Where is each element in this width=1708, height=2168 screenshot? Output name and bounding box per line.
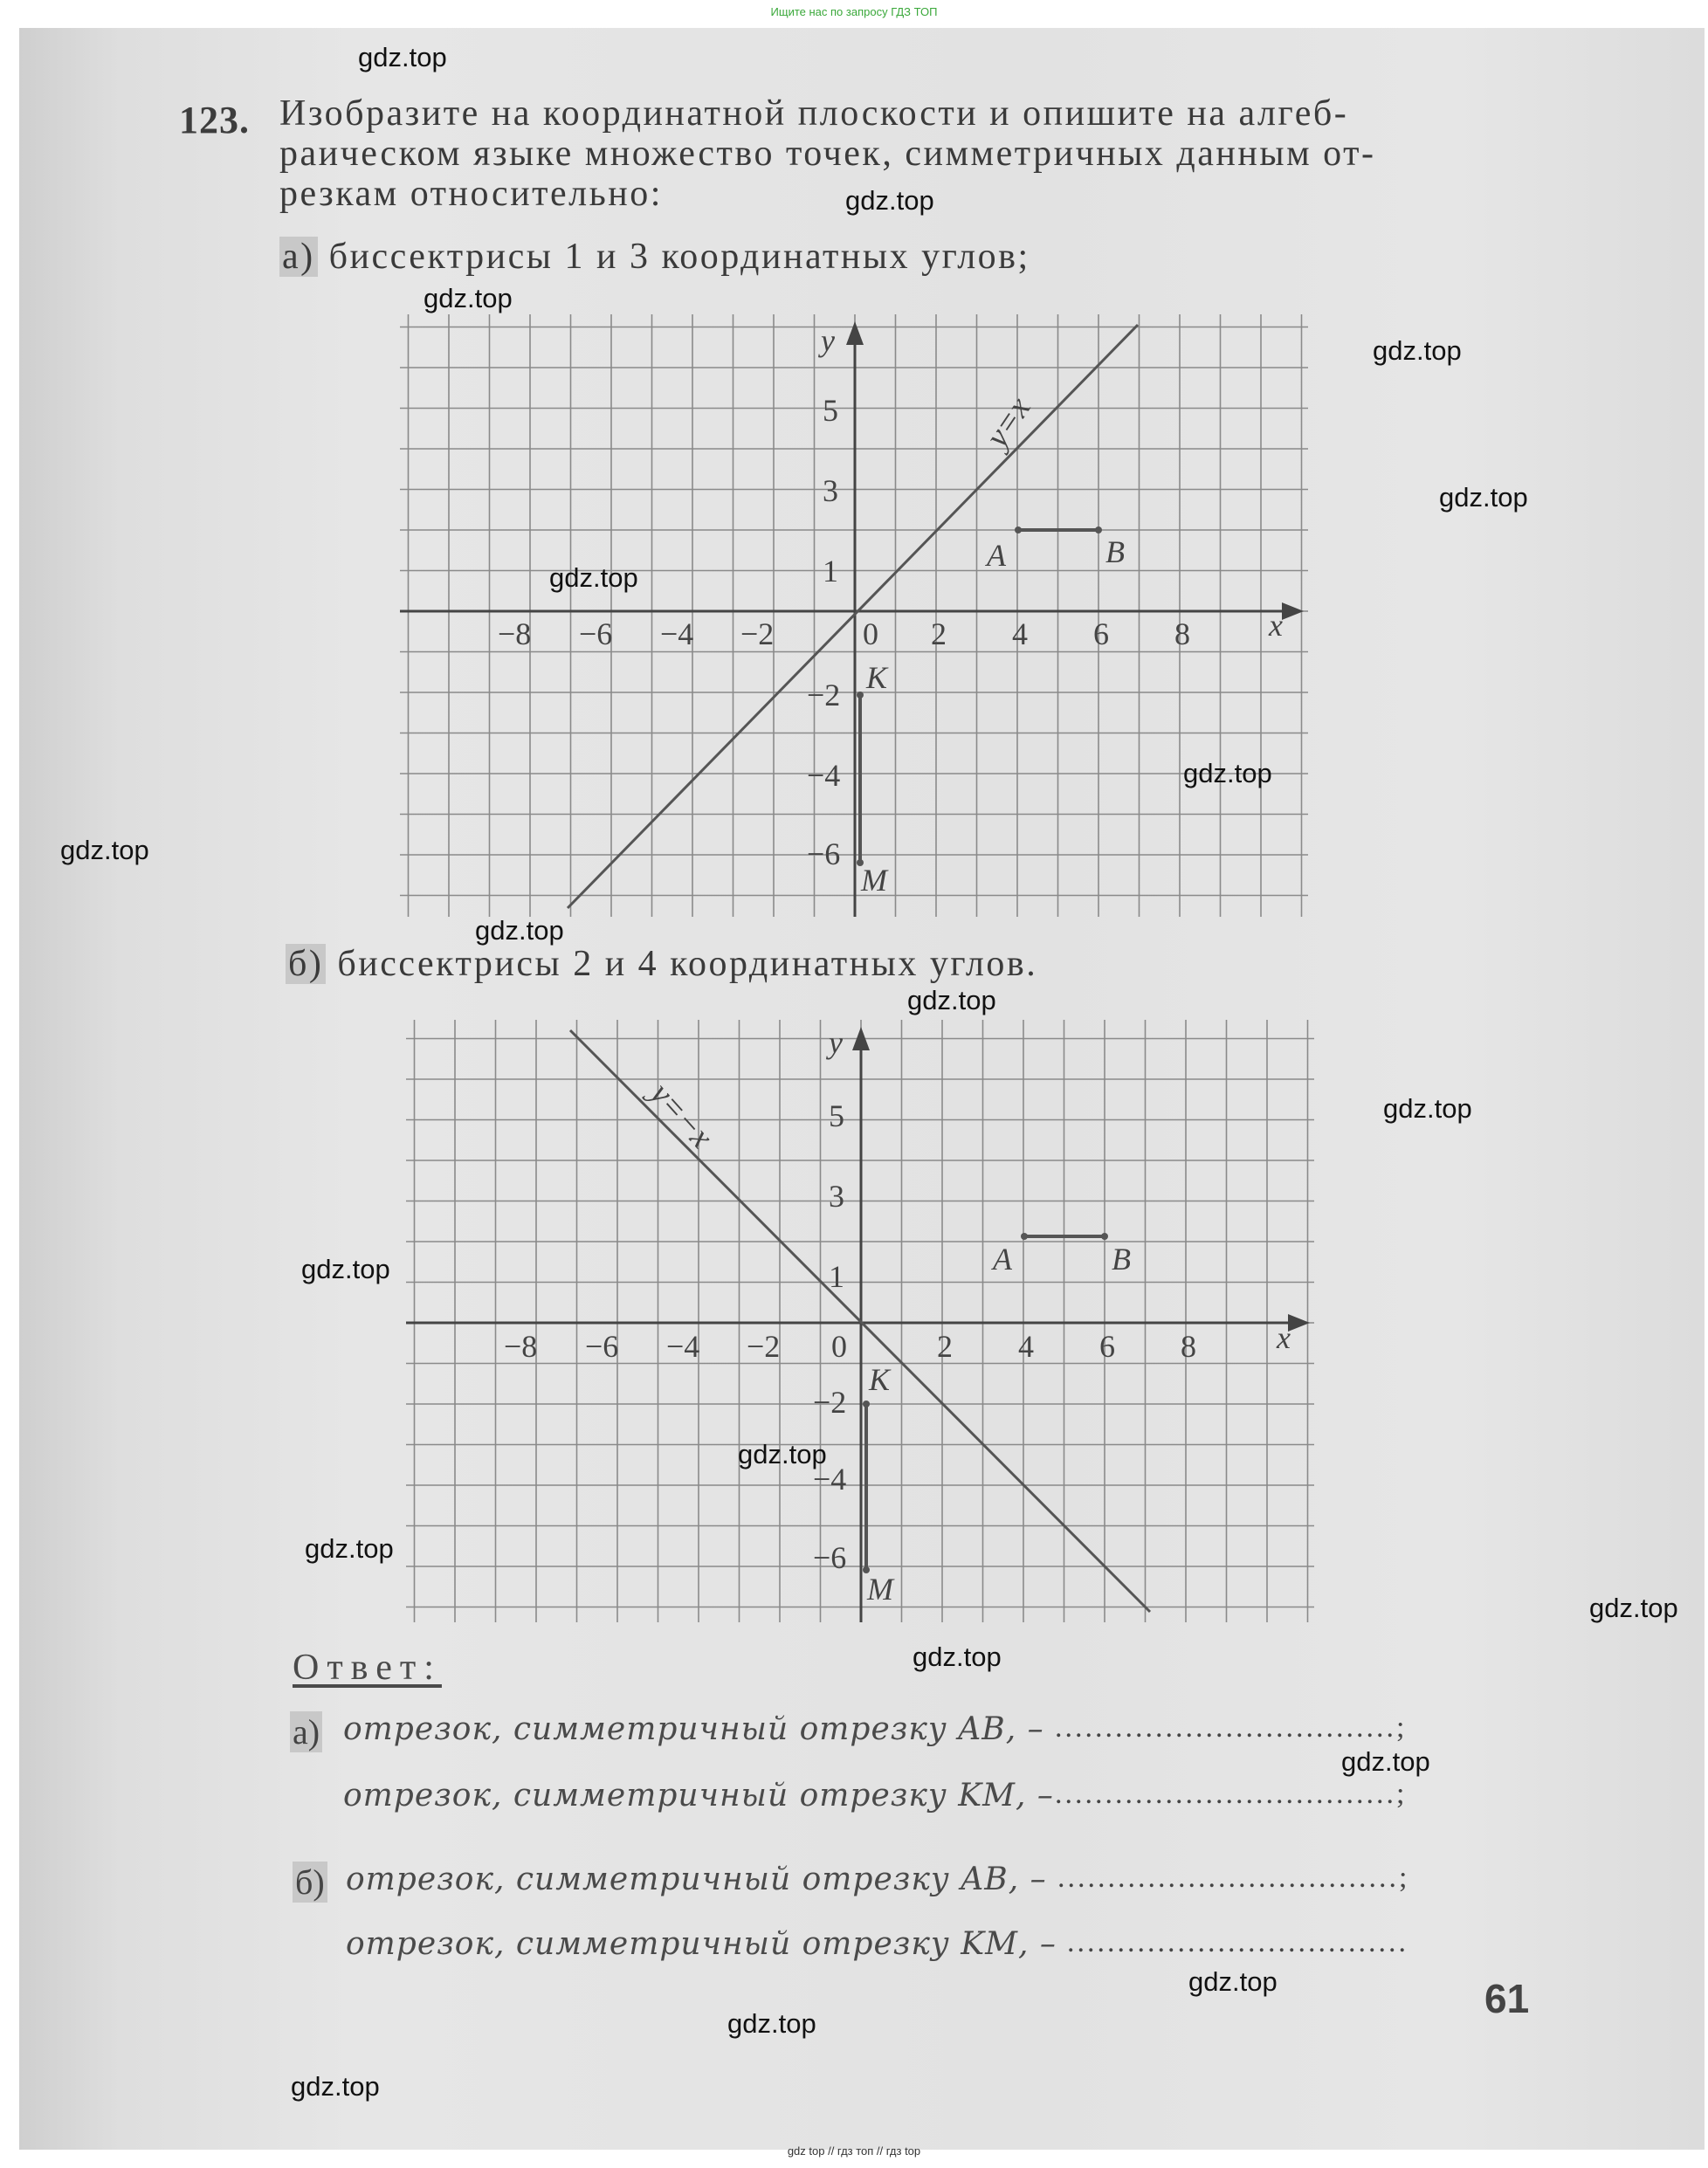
x-tick-a-minus2: −2 — [740, 616, 775, 651]
answer-a-label: а) — [290, 1711, 322, 1752]
label-a-graph-b: A — [993, 1242, 1012, 1277]
part-b-label: б) — [286, 944, 326, 984]
watermark: gdz.top — [1341, 1746, 1430, 1777]
point-b-graph-b — [1101, 1233, 1108, 1240]
label-k-graph-a: K — [866, 660, 888, 695]
y-tick-b-minus6: −6 — [813, 1540, 847, 1575]
watermark: gdz.top — [475, 915, 564, 946]
x-tick-b-2: 2 — [937, 1329, 953, 1364]
watermark: gdz.top — [291, 2071, 380, 2102]
axis-label-x-a: x — [1269, 608, 1283, 643]
watermark: gdz.top — [301, 1254, 390, 1284]
watermark: gdz.top — [913, 1641, 1002, 1672]
line-label-a: y=x — [978, 390, 1038, 455]
label-b-graph-b: B — [1112, 1242, 1131, 1277]
coordinate-grid-a — [400, 314, 1317, 917]
watermark: gdz.top — [1183, 758, 1272, 788]
point-k-graph-a — [857, 692, 864, 699]
watermark: gdz.top — [1439, 482, 1528, 513]
y-tick-a-1: 1 — [823, 554, 838, 588]
x-tick-b-4: 4 — [1018, 1329, 1034, 1364]
x-tick-a-2: 2 — [931, 616, 947, 651]
y-tick-b-1: 1 — [829, 1259, 844, 1294]
answer-a-row-1-text: отрезок, симметричный отрезку AB, – — [343, 1711, 1044, 1747]
task-text-line-2: раическом языке множество точек, симметричных данным от- — [279, 134, 1376, 174]
axis-label-x-b: x — [1277, 1320, 1291, 1355]
task-number: 123. — [179, 99, 250, 141]
point-a-graph-a — [1015, 527, 1022, 533]
x-tick-b-minus4: −4 — [666, 1329, 700, 1364]
task-text-line-1: Изобразите на координатной плоскости и опишите на алгеб- — [279, 93, 1349, 134]
y-tick-a-minus2: −2 — [807, 678, 841, 712]
y-tick-a-minus6: −6 — [807, 836, 841, 871]
label-m-graph-a: M — [861, 863, 887, 898]
y-tick-b-3: 3 — [829, 1179, 844, 1214]
watermark: gdz.top — [424, 283, 513, 313]
point-a-graph-b — [1021, 1233, 1028, 1240]
x-tick-a-minus6: −6 — [579, 616, 613, 651]
watermark: gdz.top — [727, 2008, 816, 2039]
part-a-text: биссектрисы 1 и 3 координатных углов; — [328, 237, 1030, 277]
page-number: 61 — [1484, 1976, 1530, 2021]
x-tick-a-0: 0 — [863, 616, 878, 651]
y-tick-b-5: 5 — [829, 1098, 844, 1133]
label-b-graph-a: B — [1105, 534, 1125, 569]
x-tick-a-minus8: −8 — [498, 616, 532, 651]
y-tick-b-minus2: −2 — [813, 1385, 847, 1420]
point-b-graph-a — [1095, 527, 1102, 533]
watermark: gdz.top — [1373, 335, 1462, 366]
answer-a-row-1-blank[interactable]: ..................................; — [1055, 1711, 1408, 1744]
x-tick-a-4: 4 — [1012, 616, 1028, 651]
watermark: gdz.top — [549, 562, 638, 593]
answer-b-row-1-blank[interactable]: ..................................; — [1057, 1862, 1410, 1894]
part-b-heading — [286, 943, 1037, 985]
y-tick-a-3: 3 — [823, 473, 838, 508]
y-tick-a-minus4: −4 — [807, 758, 841, 793]
answer-b-label: б) — [293, 1862, 327, 1903]
x-tick-a-8: 8 — [1174, 616, 1190, 651]
part-a-heading — [279, 236, 1030, 278]
watermark: gdz.top — [358, 42, 447, 72]
watermark: gdz.top — [60, 835, 149, 865]
watermark: gdz.top — [305, 1533, 394, 1564]
line-label-b: y=−x — [643, 1075, 720, 1156]
watermark: gdz.top — [738, 1439, 827, 1469]
line-y-equals-x — [568, 325, 1138, 908]
x-tick-b-8: 8 — [1181, 1329, 1196, 1364]
y-tick-a-5: 5 — [823, 393, 838, 428]
label-k-graph-b: K — [869, 1362, 891, 1397]
bottom-banner: gdz top // гдз топ // гдз top — [787, 2144, 921, 2158]
point-k-graph-b — [863, 1401, 870, 1407]
y-tick-b-minus4: −4 — [813, 1462, 847, 1497]
axis-label-y-b: y — [829, 1025, 843, 1060]
watermark: gdz.top — [1188, 1966, 1278, 1997]
x-tick-b-0: 0 — [831, 1329, 847, 1364]
part-b-text: биссектрисы 2 и 4 координатных углов. — [337, 944, 1038, 984]
watermark: gdz.top — [1589, 1593, 1678, 1623]
x-tick-b-6: 6 — [1099, 1329, 1115, 1364]
watermark: gdz.top — [907, 985, 996, 1015]
x-tick-b-minus2: −2 — [747, 1329, 781, 1364]
label-m-graph-b: M — [867, 1572, 893, 1607]
x-tick-a-minus4: −4 — [660, 616, 694, 651]
answer-b-row-2-text: отрезок, симметричный отрезку KM, – — [346, 1926, 1057, 1962]
answer-b-row-1-text: отрезок, симметричный отрезку AB, – — [346, 1862, 1047, 1897]
answer-title: Ответ: — [293, 1648, 442, 1688]
answer-b-row-2-blank[interactable]: .................................. — [1067, 1926, 1408, 1958]
axis-label-y-a: y — [821, 323, 835, 358]
top-banner[interactable]: Ищите нас по запросу ГДЗ ТОП — [770, 5, 938, 18]
answer-a-row-2-blank[interactable]: ..................................; — [1055, 1778, 1408, 1810]
coordinate-grid-b — [406, 1020, 1323, 1622]
label-a-graph-a: A — [987, 538, 1006, 573]
x-tick-b-minus8: −8 — [504, 1329, 538, 1364]
x-tick-a-6: 6 — [1093, 616, 1109, 651]
part-a-label: а) — [279, 237, 318, 277]
watermark: gdz.top — [1383, 1093, 1472, 1124]
task-text-line-3: резкам относительно: — [279, 174, 663, 214]
graph-b-axes — [406, 1027, 1310, 1622]
answer-a-row-2-text: отрезок, симметричный отрезку KM, – — [343, 1778, 1054, 1814]
watermark: gdz.top — [845, 185, 934, 216]
x-tick-b-minus6: −6 — [585, 1329, 619, 1364]
